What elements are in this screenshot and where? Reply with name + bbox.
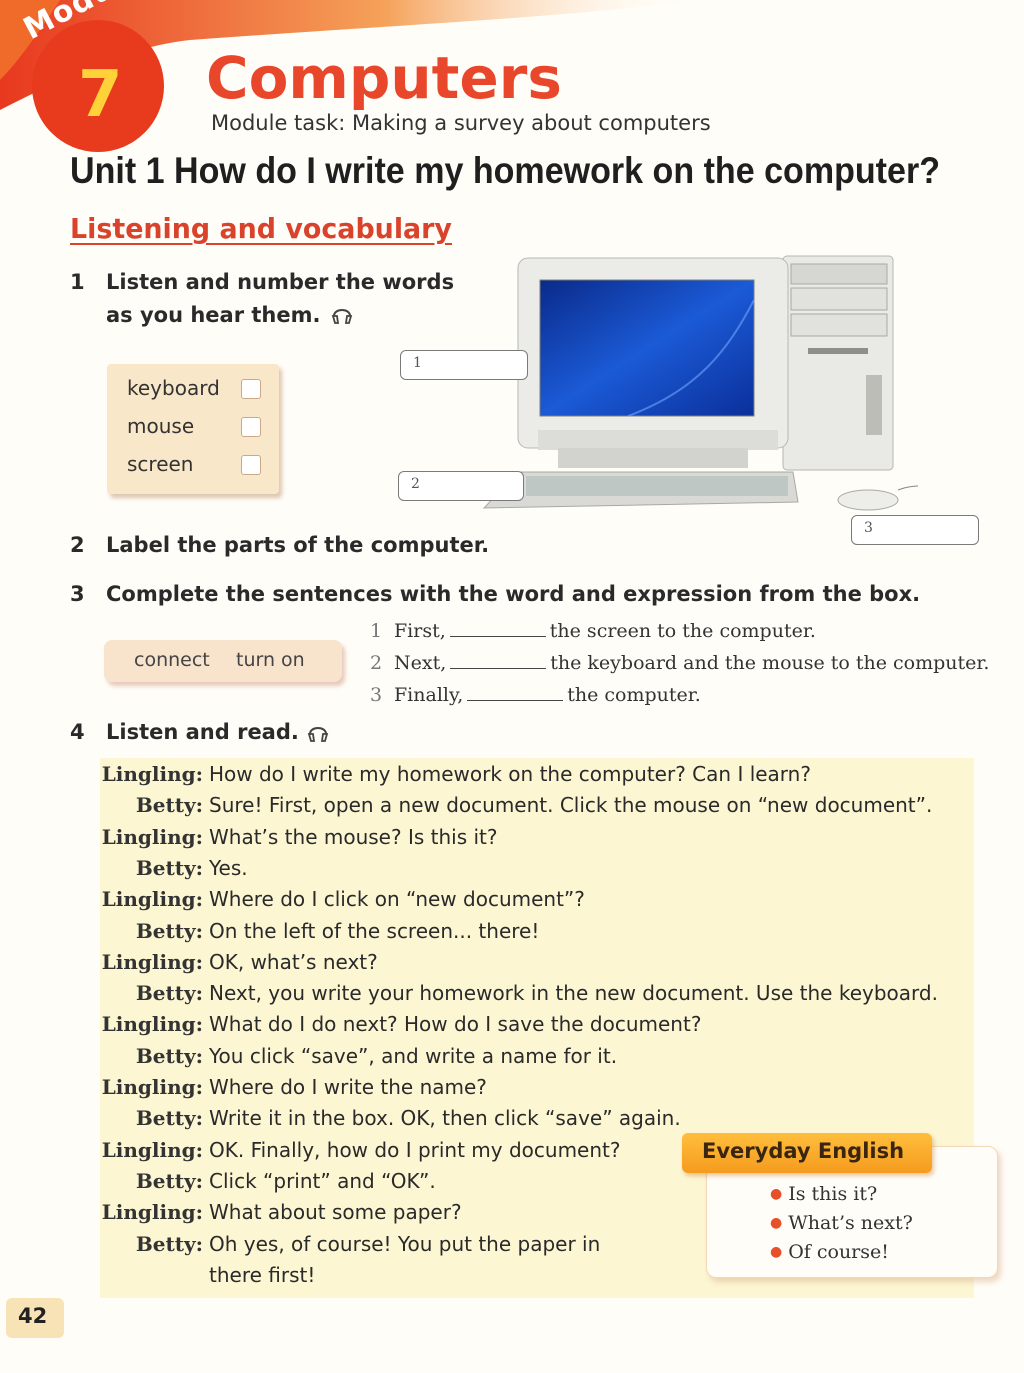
bullet-icon: ● xyxy=(770,1186,783,1202)
everyday-english-title-text: Everyday English xyxy=(702,1139,905,1163)
checkbox-keyboard[interactable] xyxy=(241,379,261,399)
sentence-2-before: Next, xyxy=(394,652,447,674)
bullet-icon: ● xyxy=(770,1215,783,1231)
dialogue-text: On the left of the screen... there! xyxy=(209,918,540,943)
page-number xyxy=(6,1298,64,1338)
word-screen: screen xyxy=(127,452,194,476)
speaker-name: Betty: xyxy=(135,793,203,818)
dialogue-line xyxy=(0,1075,487,1099)
sentence-3-before: Finally, xyxy=(394,684,464,706)
dialogue-text: Where do I click on “new document”? xyxy=(209,887,585,912)
speaker-name: Lingling: xyxy=(101,762,203,786)
dialogue-line xyxy=(0,793,932,817)
everyday-english-item xyxy=(770,1241,889,1263)
dialogue-line xyxy=(0,1106,681,1130)
sentence-3-number: 3 xyxy=(370,684,383,706)
expression-box xyxy=(104,640,342,682)
speaker-name: Lingling: xyxy=(101,1137,203,1162)
dialogue-line xyxy=(0,825,498,849)
checkbox-screen[interactable] xyxy=(241,455,261,475)
label-box-2[interactable] xyxy=(398,471,524,501)
sentence-2-number: 2 xyxy=(370,652,383,674)
ee-item-2: What’s next? xyxy=(788,1212,913,1234)
everyday-english-title xyxy=(682,1133,932,1173)
label-box-1-number: 1 xyxy=(413,355,422,371)
task1-number: 1 xyxy=(70,270,85,294)
headphones-icon xyxy=(306,720,330,744)
sentence-1-number: 1 xyxy=(370,620,383,642)
speaker-name: Betty: xyxy=(135,981,203,1006)
task4-text: Listen and read. xyxy=(106,720,299,744)
speaker-name: Betty: xyxy=(135,918,203,943)
sentence-1-after: the screen to the computer. xyxy=(549,620,816,642)
dialogue-line xyxy=(0,887,585,911)
label-box-3[interactable] xyxy=(851,515,979,545)
dialogue-line xyxy=(0,981,938,1005)
speaker-name: Betty: xyxy=(135,855,203,880)
label-box-1[interactable] xyxy=(400,350,528,380)
sentence-2-after: the keyboard and the mouse to the computer. xyxy=(550,652,990,674)
sentence-1-before: First, xyxy=(394,620,446,642)
bullet-icon: ● xyxy=(770,1244,783,1260)
task4-number: 4 xyxy=(70,720,85,744)
task1-instruction-line2 xyxy=(106,303,320,327)
sentence-2 xyxy=(370,650,989,674)
ee-item-3: Of course! xyxy=(788,1241,889,1263)
sentence-2-blank[interactable] xyxy=(450,650,546,669)
speaker-name: Lingling: xyxy=(101,1200,203,1225)
everyday-english-item xyxy=(770,1212,913,1234)
dialogue-line xyxy=(0,919,539,943)
sentence-3-after: the computer. xyxy=(567,684,701,706)
sentence-3-blank[interactable] xyxy=(467,682,563,701)
dialogue-text: What’s the mouse? Is this it? xyxy=(209,824,498,849)
label-box-3-number: 3 xyxy=(864,520,873,536)
dialogue-text: Oh yes, of course! You put the paper in xyxy=(209,1231,601,1256)
speaker-name: Betty: xyxy=(135,1043,203,1068)
task3-text: Complete the sentences with the word and expression from the box. xyxy=(106,582,921,606)
everyday-english-item xyxy=(770,1183,877,1205)
task1-line1: Listen and number the words xyxy=(106,270,455,294)
page-title: Computers xyxy=(206,44,562,112)
speaker-name: Betty: xyxy=(135,1168,203,1193)
headphones-icon xyxy=(330,302,354,326)
dialogue-text: OK, what’s next? xyxy=(209,949,378,974)
sentence-1 xyxy=(370,618,816,642)
computer-illustration xyxy=(478,250,918,520)
speaker-name: Lingling: xyxy=(101,1012,203,1037)
label-box-2-number: 2 xyxy=(411,476,420,492)
sentence-3 xyxy=(370,682,701,706)
dialogue-text: You click “save”, and write a name for it. xyxy=(209,1043,618,1068)
speaker-name: Lingling: xyxy=(101,824,203,849)
task1-line2: as you hear them. xyxy=(106,303,321,327)
dialogue-line xyxy=(0,856,248,880)
dialogue-text: Sure! First, open a new document. Click the mouse on “new document”. xyxy=(209,793,933,818)
page-number-text: 42 xyxy=(18,1304,48,1328)
dialogue-text: Next, you write your homework in the new document. Use the keyboard. xyxy=(209,981,938,1006)
dialogue-line xyxy=(0,950,378,974)
word-mouse: mouse xyxy=(127,414,195,438)
dialogue-line xyxy=(0,1138,621,1162)
task1-instruction xyxy=(70,270,454,294)
page-subtitle: Module task: Making a survey about computers xyxy=(211,111,711,135)
dialogue-line xyxy=(0,1200,462,1224)
speaker-name: Lingling: xyxy=(101,887,203,912)
dialogue-text: How do I write my homework on the computer? Can I learn? xyxy=(209,762,811,786)
dialogue-line xyxy=(0,1232,600,1256)
task2-number: 2 xyxy=(70,533,85,557)
module-number: 7 xyxy=(78,58,123,132)
task4-instruction xyxy=(70,720,299,744)
speaker-name: Betty: xyxy=(135,1231,203,1256)
dialogue-text: What about some paper? xyxy=(209,1200,462,1225)
dialogue-line xyxy=(0,1263,315,1287)
expression-turn-on: turn on xyxy=(236,649,305,671)
dialogue-line xyxy=(0,1044,617,1068)
dialogue-text: OK. Finally, how do I print my document? xyxy=(209,1137,621,1162)
expression-connect: connect xyxy=(134,649,210,671)
task2-text: Label the parts of the computer. xyxy=(106,533,490,557)
dialogue-text: Where do I write the name? xyxy=(209,1075,487,1099)
task2-instruction xyxy=(70,533,489,557)
dialogue-text: Yes. xyxy=(209,855,248,880)
task3-number: 3 xyxy=(70,582,85,606)
speaker-name: Betty: xyxy=(135,1106,203,1131)
dialogue-line xyxy=(0,1012,701,1036)
dialogue-text: Click “print” and “OK”. xyxy=(209,1168,436,1193)
dialogue-text: Write it in the box. OK, then click “save” again. xyxy=(209,1106,681,1131)
dialogue-text: there first! xyxy=(209,1262,316,1287)
dialogue-line xyxy=(0,762,811,786)
ee-item-1: Is this it? xyxy=(788,1183,878,1205)
dialogue-line xyxy=(0,1169,436,1193)
task3-instruction xyxy=(70,582,920,606)
section-title: Listening and vocabulary xyxy=(70,212,452,245)
word-box xyxy=(107,364,279,494)
dialogue-text: What do I do next? How do I save the document? xyxy=(209,1012,702,1037)
unit-title: Unit 1 How do I write my homework on the computer? xyxy=(70,150,940,191)
speaker-name: Lingling: xyxy=(101,949,203,974)
sentence-1-blank[interactable] xyxy=(450,618,546,637)
word-keyboard: keyboard xyxy=(127,376,220,400)
speaker-name: Lingling: xyxy=(101,1075,203,1099)
checkbox-mouse[interactable] xyxy=(241,417,261,437)
